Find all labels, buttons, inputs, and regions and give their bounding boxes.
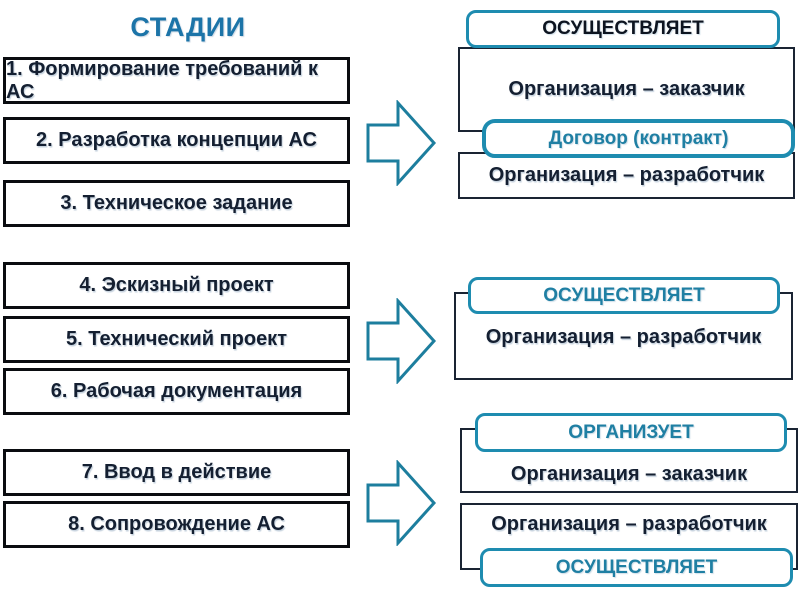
stage-box-4: 4. Эскизный проект <box>3 262 350 309</box>
stage-box-3: 3. Техническое задание <box>3 180 350 227</box>
flow-arrow-icon <box>365 460 437 546</box>
contract-pill: Договор (контракт) <box>482 119 795 158</box>
customer-org-label: Организация – заказчик <box>510 463 748 485</box>
stage-box-6: 6. Рабочая документация <box>3 368 350 415</box>
stage-box-7: 7. Ввод в действие <box>3 449 350 496</box>
stage-box-8: 8. Сопровождение АС <box>3 501 350 548</box>
stage-box-2: 2. Разработка концепции АС <box>3 117 350 164</box>
page-title: СТАДИИ <box>130 12 246 42</box>
stage-box-5: 5. Технический проект <box>3 316 350 363</box>
flow-arrow-icon <box>365 298 437 384</box>
organizes-pill: ОРГАНИЗУЕТ <box>475 413 787 452</box>
developer-org-label: Организация – разработчик <box>485 326 762 348</box>
developer-org-label: Организация – разработчик <box>491 513 767 535</box>
developer-org-label: Организация – разработчик <box>488 164 765 186</box>
customer-org-label: Организация – заказчик <box>508 78 745 100</box>
executes-pill-bottom: ОСУЩЕСТВЛЯЕТ <box>480 548 793 587</box>
stage-box-1: 1. Формирование требований к АС <box>3 57 350 104</box>
executes-pill-top: ОСУЩЕСТВЛЯЕТ <box>466 10 780 48</box>
executes-pill-middle: ОСУЩЕСТВЛЯЕТ <box>468 277 780 314</box>
flow-arrow-icon <box>365 100 437 186</box>
